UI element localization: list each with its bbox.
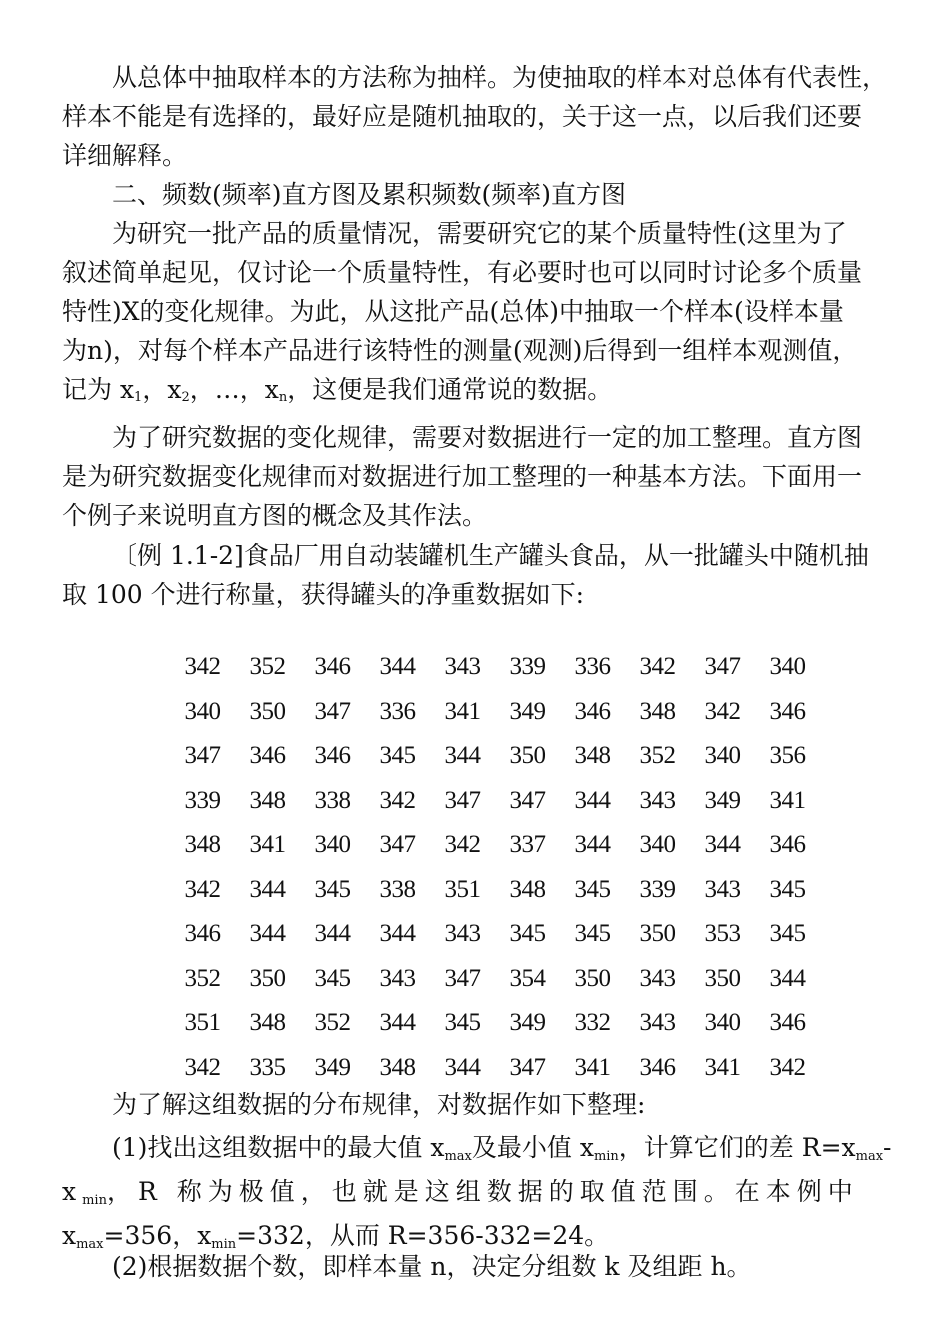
table-cell: 349 [314, 1053, 351, 1081]
paragraph-step2 [62, 1247, 892, 1286]
table-row [170, 690, 820, 735]
table-cell: 348 [379, 1053, 416, 1081]
text-fragment: x [62, 1177, 83, 1206]
table-cell: 347 [444, 964, 481, 992]
table-cell: 346 [249, 742, 286, 770]
table-cell: 344 [444, 1053, 481, 1081]
text-line: 详细解释。 [62, 141, 188, 170]
table-cell: 343 [639, 786, 676, 814]
table-cell: 342 [184, 653, 221, 681]
table-cell: 344 [249, 875, 286, 903]
text-fragment: x [62, 1221, 77, 1250]
table-cell: 341 [704, 1053, 741, 1081]
table-cell: 349 [509, 697, 546, 725]
text-fragment: ，…，x [189, 375, 279, 404]
table-cell: 351 [444, 875, 481, 903]
table-cell: 347 [184, 742, 221, 770]
table-cell: 347 [704, 653, 741, 681]
text-fragment: (1)找出这组数据中的最大值 x [112, 1133, 445, 1162]
table-cell: 345 [314, 964, 351, 992]
table-body [170, 645, 820, 1090]
table-cell: 344 [379, 1009, 416, 1037]
text-fragment: - [883, 1133, 892, 1162]
table-cell: 342 [704, 697, 741, 725]
table-cell: 350 [249, 697, 286, 725]
table-cell: 346 [639, 1053, 676, 1081]
table-cell: 341 [769, 786, 806, 814]
paragraph-quality [62, 214, 892, 417]
table-cell: 343 [639, 1009, 676, 1037]
table-cell: 343 [639, 964, 676, 992]
table-cell: 345 [769, 920, 806, 948]
table-cell: 348 [509, 875, 546, 903]
subscript: 2 [181, 390, 190, 405]
table-cell: 338 [314, 786, 351, 814]
table-cell: 344 [379, 653, 416, 681]
text-line: 特性)X的变化规律。为此，从这批产品(总体)中抽取一个样本(设样本量 [62, 297, 844, 326]
table-cell: 342 [379, 786, 416, 814]
table-cell: 343 [379, 964, 416, 992]
paragraph-sampling [62, 58, 892, 175]
text-fragment: ，x [142, 375, 182, 404]
table-cell: 352 [639, 742, 676, 770]
text-line: 个例子来说明直方图的概念及其作法。 [62, 501, 488, 530]
text-fragment: ，这便是我们通常说的数据。 [287, 375, 613, 404]
table-cell: 341 [574, 1053, 611, 1081]
text-fragment: =356，x [103, 1221, 212, 1250]
paragraph-example [62, 536, 892, 614]
table-cell: 342 [184, 1053, 221, 1081]
table-cell: 339 [639, 875, 676, 903]
text-line: 为了解这组数据的分布规律，对数据作如下整理: [112, 1090, 646, 1119]
table-cell: 341 [444, 697, 481, 725]
table-cell: 342 [769, 1053, 806, 1081]
table-cell: 346 [574, 697, 611, 725]
text-line: 从总体中抽取样本的方法称为抽样。为使抽取的样本对总体有代表性， [112, 63, 888, 92]
table-row [170, 957, 820, 1002]
subscript: min [211, 1237, 237, 1252]
text-fragment: 记为 x [62, 375, 135, 404]
table-cell: 347 [444, 786, 481, 814]
table-cell: 338 [379, 875, 416, 903]
weight-data-table [170, 645, 820, 1090]
table-cell: 350 [574, 964, 611, 992]
paragraph-step1 [62, 1128, 892, 1260]
table-cell: 341 [249, 831, 286, 859]
table-row [170, 645, 820, 690]
table-cell: 344 [574, 786, 611, 814]
table-row [170, 823, 820, 868]
table-cell: 347 [379, 831, 416, 859]
table-cell: 340 [314, 831, 351, 859]
table-cell: 337 [509, 831, 546, 859]
heading-text: 二、频数(频率)直方图及累积频数(频率)直方图 [112, 180, 627, 209]
table-row [170, 734, 820, 779]
table-cell: 343 [444, 653, 481, 681]
text-line: 为了研究数据的变化规律，需要对数据进行一定的加工整理。直方图 [112, 423, 863, 452]
table-cell: 344 [444, 742, 481, 770]
table-cell: 344 [249, 920, 286, 948]
text-line [62, 1128, 892, 1172]
table-cell: 345 [379, 742, 416, 770]
table-cell: 339 [184, 786, 221, 814]
table-cell: 340 [704, 742, 741, 770]
table-cell: 350 [704, 964, 741, 992]
table-cell: 336 [379, 697, 416, 725]
table-cell: 347 [509, 786, 546, 814]
paragraph-histogram [62, 418, 892, 535]
table-cell: 349 [509, 1009, 546, 1037]
table-cell: 346 [314, 742, 351, 770]
table-cell: 348 [639, 697, 676, 725]
table-cell: 342 [184, 875, 221, 903]
table-cell: 351 [184, 1009, 221, 1037]
table-cell: 340 [184, 697, 221, 725]
table-cell: 348 [249, 786, 286, 814]
text-line [62, 1172, 892, 1216]
text-line: (2)根据数据个数，即样本量 n，决定分组数 k 及组距 h。 [112, 1252, 752, 1281]
table-cell: 345 [444, 1009, 481, 1037]
text-line [62, 370, 892, 417]
table-cell: 352 [249, 653, 286, 681]
table-cell: 344 [769, 964, 806, 992]
table-cell: 339 [509, 653, 546, 681]
table-cell: 350 [249, 964, 286, 992]
table-cell: 349 [704, 786, 741, 814]
paragraph-arrange [62, 1085, 892, 1124]
table-cell: 342 [444, 831, 481, 859]
table-cell: 332 [574, 1009, 611, 1037]
table-cell: 346 [769, 831, 806, 859]
text-line: 为研究一批产品的质量情况，需要研究它的某个质量特性(这里为了 [112, 219, 847, 248]
table-cell: 345 [574, 875, 611, 903]
table-cell: 340 [704, 1009, 741, 1037]
table-cell: 336 [574, 653, 611, 681]
text-line: 〔例 1.1-2]食品厂用自动装罐机生产罐头食品，从一批罐头中随机抽 [112, 541, 869, 570]
table-cell: 340 [769, 653, 806, 681]
table-cell: 350 [509, 742, 546, 770]
table-row [170, 1046, 820, 1091]
text-fragment: 及最小值 x [471, 1133, 594, 1162]
text-fragment: ，计算它们的差 R=x [618, 1133, 856, 1162]
subscript: n [278, 390, 288, 405]
text-fragment: ，R 称为极值，也就是这组数据的取值范围。在本例中 [106, 1177, 859, 1206]
table-cell: 353 [704, 920, 741, 948]
table-cell: 352 [314, 1009, 351, 1037]
text-line: 取 100 个进行称量，获得罐头的净重数据如下: [62, 580, 585, 609]
table-cell: 354 [509, 964, 546, 992]
table-cell: 335 [249, 1053, 286, 1081]
table-cell: 347 [314, 697, 351, 725]
table-cell: 345 [574, 920, 611, 948]
table-cell: 342 [639, 653, 676, 681]
text-line: 为n)，对每个样本产品进行该特性的测量(观测)后得到一组样本观测值， [62, 336, 858, 365]
table-cell: 347 [509, 1053, 546, 1081]
text-line: 叙述简单起见，仅讨论一个质量特性，有必要时也可以同时讨论多个质量 [62, 258, 863, 287]
table-cell: 352 [184, 964, 221, 992]
text-line: 样本不能是有选择的，最好应是随机抽取的，关于这一点，以后我们还要 [62, 102, 863, 131]
table-cell: 346 [184, 920, 221, 948]
table-cell: 346 [314, 653, 351, 681]
subscript: 1 [134, 390, 143, 405]
subscript: max [444, 1149, 472, 1164]
table-row [170, 868, 820, 913]
table-cell: 348 [249, 1009, 286, 1037]
subscript: max [76, 1237, 104, 1252]
table-row [170, 1001, 820, 1046]
text-line: 是为研究数据变化规律而对数据进行加工整理的一种基本方法。下面用一 [62, 462, 863, 491]
table-cell: 345 [509, 920, 546, 948]
table-cell: 346 [769, 697, 806, 725]
table-cell: 345 [769, 875, 806, 903]
table-cell: 345 [314, 875, 351, 903]
table-cell: 350 [639, 920, 676, 948]
table-cell: 344 [574, 831, 611, 859]
table-cell: 346 [769, 1009, 806, 1037]
table-cell: 348 [184, 831, 221, 859]
section-heading [62, 175, 892, 214]
text-fragment: =332，从而 R=356-332=24。 [236, 1221, 610, 1250]
table-cell: 348 [574, 742, 611, 770]
table-row [170, 779, 820, 824]
table-cell: 344 [704, 831, 741, 859]
subscript: max [855, 1149, 884, 1164]
subscript: min [82, 1193, 107, 1208]
table-row [170, 912, 820, 957]
table-cell: 340 [639, 831, 676, 859]
table-cell: 343 [704, 875, 741, 903]
table-cell: 344 [314, 920, 351, 948]
table-cell: 343 [444, 920, 481, 948]
subscript: min [593, 1149, 619, 1164]
table-cell: 344 [379, 920, 416, 948]
table-cell: 356 [769, 742, 806, 770]
